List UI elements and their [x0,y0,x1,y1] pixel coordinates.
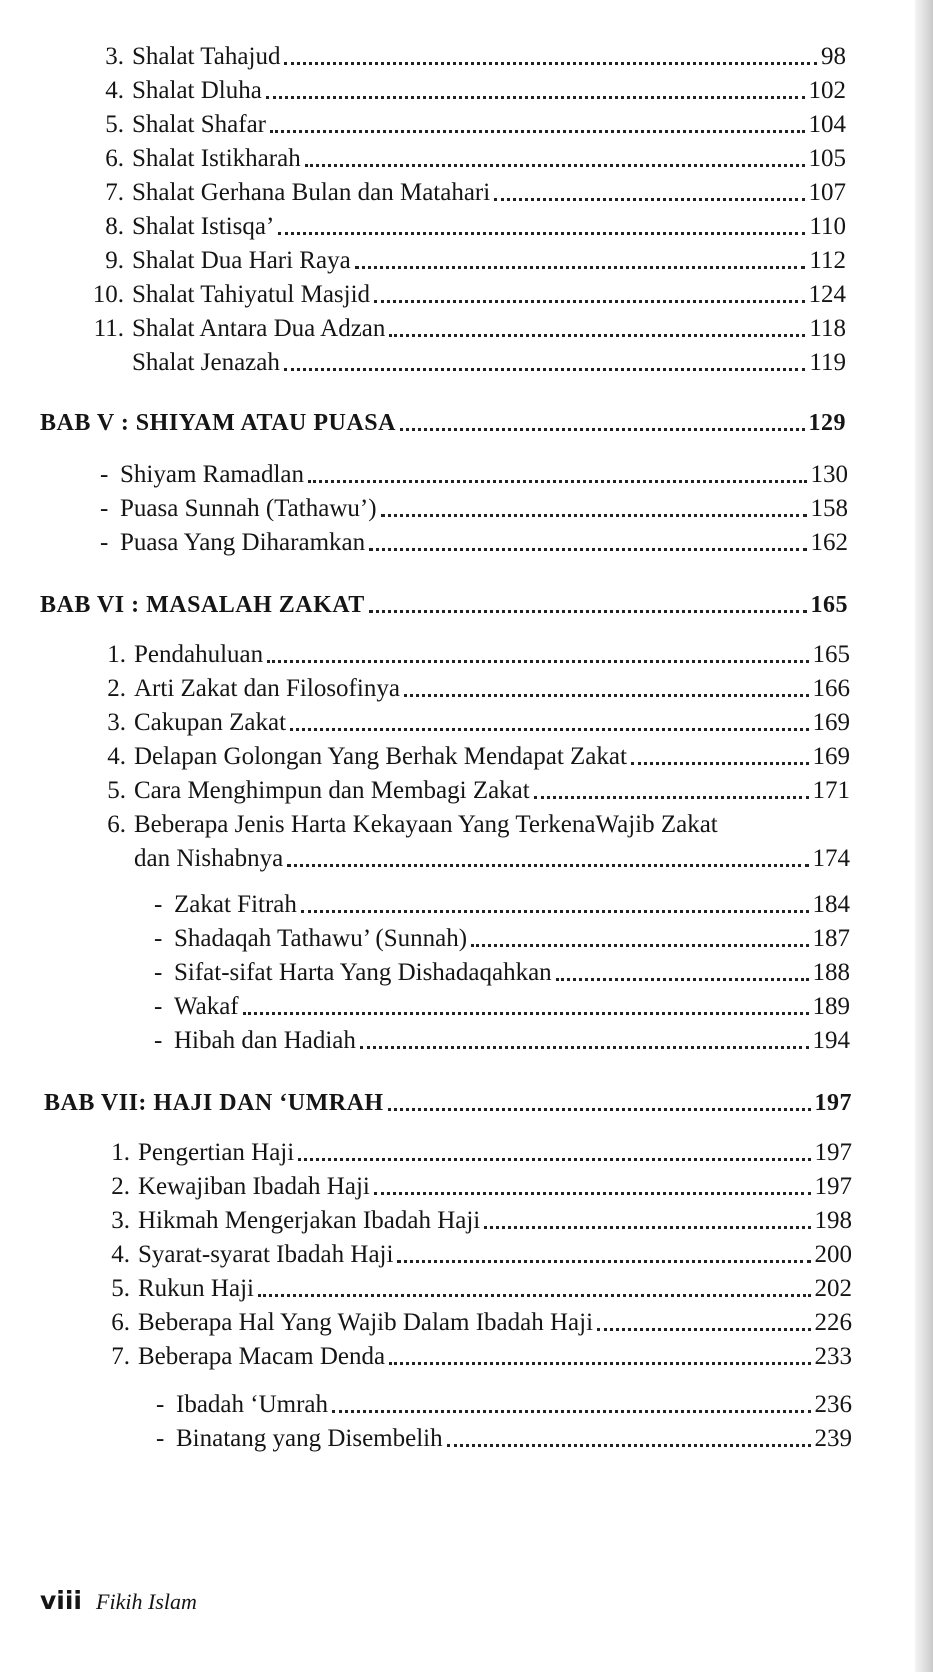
dot-leader [381,514,807,517]
page-number: 171 [812,777,850,804]
dot-leader [270,130,805,133]
entry-bullet: - [154,993,163,1020]
page-number: 200 [814,1241,852,1268]
entry-number: 4. [107,743,126,770]
dot-leader [447,1444,811,1447]
dot-leader [258,1294,811,1297]
dot-leader [308,480,807,483]
toc-entry [86,1236,852,1270]
entry-title: Syarat-syarat Ibadah Haji [138,1241,394,1268]
entry-number: 1. [111,1139,130,1166]
chapter-entry [44,1084,852,1118]
dot-leader [267,660,808,663]
dot-leader [290,728,808,731]
entry-bullet: - [154,1027,163,1054]
entry-title-line1: Beberapa Jenis Harta Kekayaan Yang TerkenaWajib Zakat [134,811,718,838]
entry-title: Puasa Yang Diharamkan [120,529,366,556]
entry-title: Beberapa Hal Yang Wajib Dalam Ibadah Haji [138,1309,594,1336]
entry-number: 5. [107,777,126,804]
dot-leader [278,232,805,235]
dot-leader [374,1192,811,1195]
entry-number: 3. [105,43,124,70]
dot-leader [266,96,805,99]
entry-title: Hikmah Mengerjakan Ibadah Haji [138,1207,481,1234]
dot-leader [388,1108,811,1111]
entry-title: Shalat Tahiyatul Masjid [132,281,371,308]
chapter-entry [40,586,848,620]
entry-title: Rukun Haji [138,1275,254,1302]
page-number: 166 [812,675,850,702]
dot-leader [287,864,808,867]
entry-title: Shalat Istisqa’ [132,213,275,240]
entry-bullet: - [154,959,163,986]
page-number: 169 [812,709,850,736]
toc-entry [100,456,848,490]
toc-entry [154,886,850,920]
page-number: 104 [808,111,846,138]
toc-entry [80,310,846,344]
entry-bullet: - [156,1391,165,1418]
entry-title: Ibadah ‘Umrah [176,1391,329,1418]
page-number: 197 [814,1173,852,1200]
entry-number: 1. [107,641,126,668]
page-number: 112 [809,247,846,274]
entry-number: 9. [105,247,124,274]
entry-number: 6. [111,1309,130,1336]
entry-title: Beberapa Macam Denda [138,1343,386,1370]
toc-entry [154,954,850,988]
toc-entry [82,636,850,670]
entry-number: 5. [105,111,124,138]
page-number: 197 [814,1139,852,1166]
toc-entry [154,1022,850,1056]
toc-entry [86,1134,852,1168]
entry-title: Sifat-sifat Harta Yang Dishadaqahkan [174,959,552,986]
dot-leader [301,910,809,913]
entry-title: Shalat Jenazah [132,349,280,376]
entry-title: Delapan Golongan Yang Berhak Mendapat Zakat [134,743,627,770]
dot-leader [374,300,804,303]
dot-leader [494,198,804,201]
page-number: 169 [812,743,850,770]
toc-entry [86,1202,852,1236]
toc-entry [80,38,846,72]
entry-number: 7. [105,179,124,206]
entry-title: Shadaqah Tathawu’ (Sunnah) [174,925,468,952]
entry-bullet: - [156,1425,165,1452]
entry-title-line2: dan Nishabnya [134,845,284,872]
page-number: 107 [808,179,846,206]
entry-number: 10. [92,281,124,308]
entry-title: Wakaf [174,993,239,1020]
page-number: 236 [814,1391,852,1418]
dot-leader [631,762,809,765]
book-title: Fikih Islam [96,1589,197,1614]
dot-leader [243,1012,809,1015]
entry-title: Shiyam Ramadlan [120,461,304,488]
chapter-title: BAB V : SHIYAM ATAU PUASA [40,410,396,436]
page-number: 110 [809,213,846,240]
chapter-title: BAB VII: HAJI DAN ‘UMRAH [44,1090,384,1116]
entry-title: Shalat Dluha [132,77,262,104]
entry-title: Cara Menghimpun dan Membagi Zakat [134,777,530,804]
page-number: 102 [808,77,846,104]
entry-title: Cakupan Zakat [134,709,287,736]
entry-number: 11. [93,315,124,342]
entry-number: 7. [111,1343,130,1370]
entry-title: Shalat Istikharah [132,145,301,172]
page-number: 233 [814,1343,852,1370]
entry-number: 2. [107,675,126,702]
toc-entry [80,208,846,242]
page-number: 165 [810,592,848,618]
entry-title: Arti Zakat dan Filosofinya [134,675,400,702]
dot-leader [597,1328,810,1331]
entry-title: Pengertian Haji [138,1139,295,1166]
page-number: 174 [812,845,850,872]
page-number: 130 [810,461,848,488]
entry-title: Shalat Shafar [132,111,266,138]
page-number: 162 [810,529,848,556]
entry-title: Shalat Gerhana Bulan dan Matahari [132,179,491,206]
entry-number: 6. [105,145,124,172]
dot-leader [360,1046,809,1049]
page-number: 202 [814,1275,852,1302]
dot-leader [369,610,807,613]
page-number: 118 [809,315,846,342]
page-number: 129 [808,410,846,436]
toc-entry [80,106,846,140]
page-number: 158 [810,495,848,522]
page-number: 165 [812,641,850,668]
dot-leader [389,1362,810,1365]
toc-entry [86,1304,852,1338]
dot-leader [534,796,809,799]
toc-entry-continuation [134,840,850,874]
dot-leader [556,978,809,981]
entry-number: 3. [111,1207,130,1234]
entry-title: Shalat Dua Hari Raya [132,247,351,274]
page-number: 187 [812,925,850,952]
dot-leader [332,1410,810,1413]
dot-leader [397,1260,810,1263]
toc-entry [80,344,846,378]
entry-title: Shalat Antara Dua Adzan [132,315,386,342]
dot-leader [369,548,806,551]
toc-entry [86,1168,852,1202]
entry-bullet: - [100,529,109,556]
toc-entry [80,72,846,106]
page-number: 124 [808,281,846,308]
page-number: 188 [812,959,850,986]
toc-entry [82,738,850,772]
page-number: 197 [814,1090,852,1116]
toc-entry [80,140,846,174]
entry-title: Kewajiban Ibadah Haji [138,1173,370,1200]
entry-bullet: - [154,891,163,918]
entry-title: Binatang yang Disembelih [176,1425,443,1452]
toc-entry [86,1338,852,1372]
toc-entry [156,1386,852,1420]
toc-entry [154,988,850,1022]
page-number: 194 [812,1027,850,1054]
toc-entry [154,920,850,954]
entry-title: Shalat Tahajud [132,43,281,70]
toc-entry [86,1270,852,1304]
dot-leader [284,368,806,371]
page-number: 184 [812,891,850,918]
chapter-entry [40,404,846,438]
page-footer [40,1586,197,1615]
entry-title: Pendahuluan [134,641,264,668]
page-number: 226 [814,1309,852,1336]
entry-number: 4. [105,77,124,104]
entry-number: 2. [111,1173,130,1200]
toc-entry [156,1420,852,1454]
dot-leader [484,1226,810,1229]
toc-entry [80,242,846,276]
entry-bullet: - [154,925,163,952]
toc-entry [100,490,848,524]
toc-entry [80,276,846,310]
page-number: 189 [812,993,850,1020]
page-number: 105 [808,145,846,172]
chapter-title: BAB VI : MASALAH ZAKAT [40,592,365,618]
dot-leader [355,266,806,269]
entry-number: 8. [105,213,124,240]
page-number: 198 [814,1207,852,1234]
entry-title: Puasa Sunnah (Tathawu’) [120,495,377,522]
entry-title: Zakat Fitrah [174,891,297,918]
dot-leader [404,694,809,697]
toc-entry [80,174,846,208]
entry-number: 6. [107,811,126,838]
page-folio: viii [40,1586,83,1615]
dot-leader [305,164,805,167]
entry-bullet: - [100,461,109,488]
toc-entry [100,524,848,558]
entry-number: 5. [111,1275,130,1302]
toc-entry [82,704,850,738]
entry-number: 4. [111,1241,130,1268]
entry-number: 3. [107,709,126,736]
dot-leader [400,428,805,431]
entry-title: Hibah dan Hadiah [174,1027,356,1054]
page-number: 119 [809,349,846,376]
entry-bullet: - [100,495,109,522]
dot-leader [471,944,808,947]
toc-entry [82,670,850,704]
dot-leader [389,334,805,337]
dot-leader [298,1158,810,1161]
dot-leader [284,62,817,65]
page-number: 98 [821,43,846,70]
toc-entry [82,772,850,806]
page-number: 239 [814,1425,852,1452]
